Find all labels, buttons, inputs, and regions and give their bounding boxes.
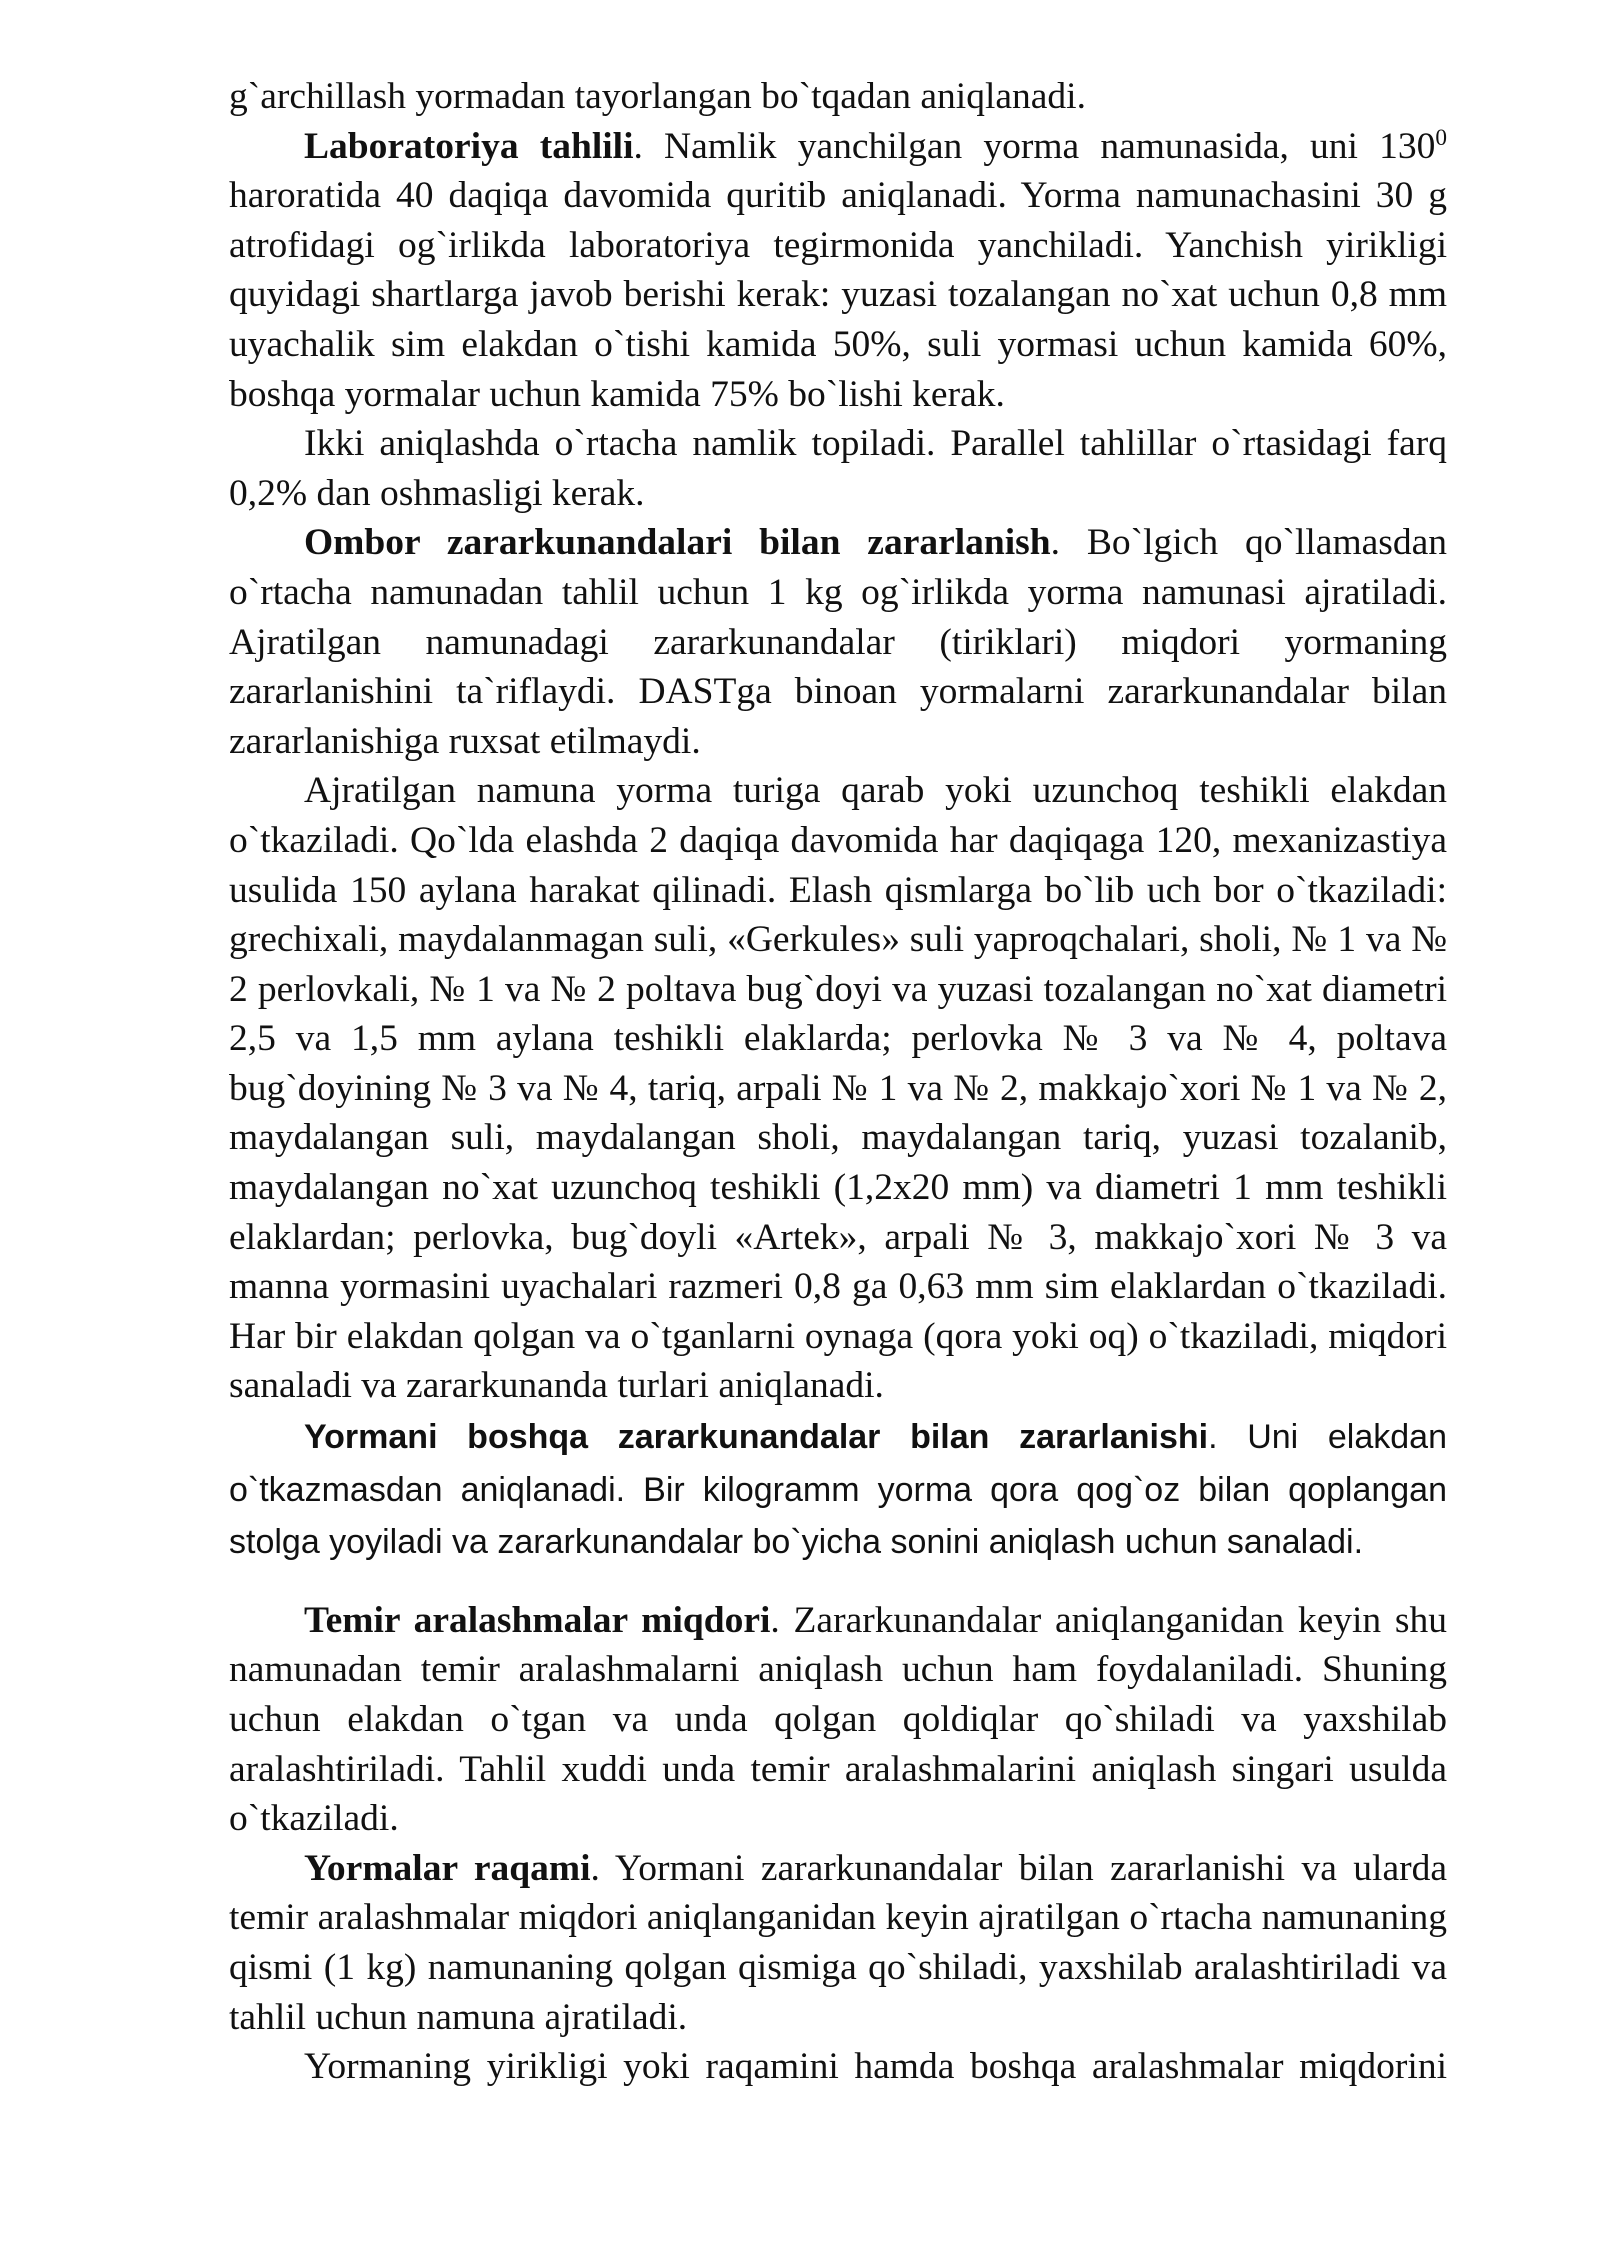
degree-superscript: 0 [1435, 124, 1447, 151]
paragraph-text: g`archillash yormadan tayorlangan bo`tqadan aniqlanadi. [229, 76, 1086, 117]
paragraph-text: Ajratilgan namuna yorma turiga qarab yoki uzunchoq teshikli elakdan o`tkaziladi. Qo`lda elashda 2 daqiqa davomida har daqiqaga 120, mexanizastiya usulida 150 aylana harakat qilinadi. Elash qismlarga bo`lib uch bor o`tkaziladi: grechixali, maydalanmagan suli, «Gerkules» suli yaproqchalari, sholi, № 1 va № 2 perlovkali, № 1 va № 2 poltava bug`doyi va yuzasi tozalangan no`xat diametri 2,5 va 1,5 mm aylana teshikli elaklarda; perlovka № 3 va № 4, poltava bug`doyining № 3 va № 4, tariq, arpali № 1 va № 2, makkajo`xori № 1 va № 2, maydalangan suli, maydalangan sholi, maydalangan tariq, yuzasi tozalanib, maydalangan no`xat uzunchoq teshikli (1,2x20 mm) va diametri 1 mm teshikli elaklardan; perlovka, bug`doyli «Artek», arpali № 3, makkajo`xori № 3 va manna yormasini uyachalari razmeri 0,8 ga 0,63 mm sim elaklardan o`tkaziladi. Har bir elakdan qolgan va o`tganlarni oynaga (qora yoki oq) o`tkaziladi, miqdori sanaladi va zararkunanda turlari aniqlanadi. [229, 770, 1447, 1407]
page-body [229, 72, 1447, 2092]
paragraph-text: . Zararkunandalar aniqlanganidan keyin shu namunadan temir aralashmalarni aniqlash uchun ham foydalaniladi. Shuning uchun elakdan o`tgan va unda qolgan qoldiqlar qo`shiladi va yaxshilab aralashtiriladi. Tahlil xuddi unda temir aralashmalarini aniqlash singari usulda o`tkaziladi. [229, 1599, 1448, 1840]
paragraph-continuation [229, 72, 1447, 122]
paragraph-text: . Uni elakdan o`tkazmasdan aniqlanadi. Bir kilogramm yorma qora qog`oz bilan qoplangan stolga yoyiladi va zararkunandalar bo`yicha sonini aniqlash uchun sanaladi. [229, 1418, 1447, 1562]
paragraph-heading: Ombor zararkunandalari bilan zararlanish [304, 522, 1051, 564]
paragraph-size-determination [229, 2042, 1447, 2092]
paragraph-text: . Bo`lgich qo`llamasdan o`rtacha namunadan tahlil uchun 1 kg og`irlikda yorma namunasi ajratiladi. Ajratilgan namunadagi zararkunandalar (tiriklari) miqdori yormaning zararlanishini ta`riflaydi. DASTga binoan yormalarni zararkunandalar bilan zararlanishiga ruxsat etilmaydi. [229, 522, 1447, 762]
paragraph-text: . Yormani zararkunandalar bilan zararlanishi va ularda temir aralashmalar miqdori aniqlanganidan keyin ajratilgan o`rtacha namunaning qismi (1 kg) namunaning qolgan qismiga qo`shiladi, yaxshilab aralashtiriladi va tahlil uchun namuna ajratiladi. [229, 1847, 1447, 2038]
paragraph-heading: Temir aralashmalar miqdori [304, 1599, 771, 1641]
paragraph-heading: Laboratoriya tahlili [304, 125, 634, 167]
paragraph-text: . Namlik yanchilgan yorma namunasida, uni 130 [633, 125, 1436, 167]
paragraph-text: haroratida 40 daqiqa davomida quritib aniqlanadi. Yorma namunachasini 30 g atrofidagi og`irlikda laboratoriya tegirmonida yanchiladi. Yanchish yirikligi quyidagi shartlarga javob berishi kerak: yuzasi tozalangan no`xat uchun 0,8 mm uyachalik sim elakdan o`tishi kamida 50%, suli yormasi uchun kamida 60%, boshqa yormalar uchun kamida 75% bo`lishi kerak. [229, 175, 1447, 415]
paragraph-storage-pests [229, 518, 1447, 766]
paragraph-grain-number [229, 1844, 1447, 2042]
paragraph-text: Ikki aniqlashda o`rtacha namlik topiladi. Parallel tahlillar o`rtasidagi farq 0,2% dan oshmasligi kerak. [229, 423, 1447, 514]
paragraph-heading: Yormani boshqa zararkunandalar bilan zararlanishi [304, 1418, 1209, 1457]
paragraph-other-pests [229, 1411, 1447, 1569]
paragraph-heading: Yormalar raqami [304, 1847, 591, 1889]
paragraph-sieving [229, 766, 1447, 1411]
paragraph-iron-impurities [229, 1596, 1447, 1844]
paragraph-text: Yormaning yirikligi yoki raqamini hamda boshqa aralashmalar miqdorini [304, 2046, 1447, 2088]
paragraph-laboratory-analysis [229, 122, 1447, 420]
paragraph-average-moisture [229, 419, 1447, 518]
